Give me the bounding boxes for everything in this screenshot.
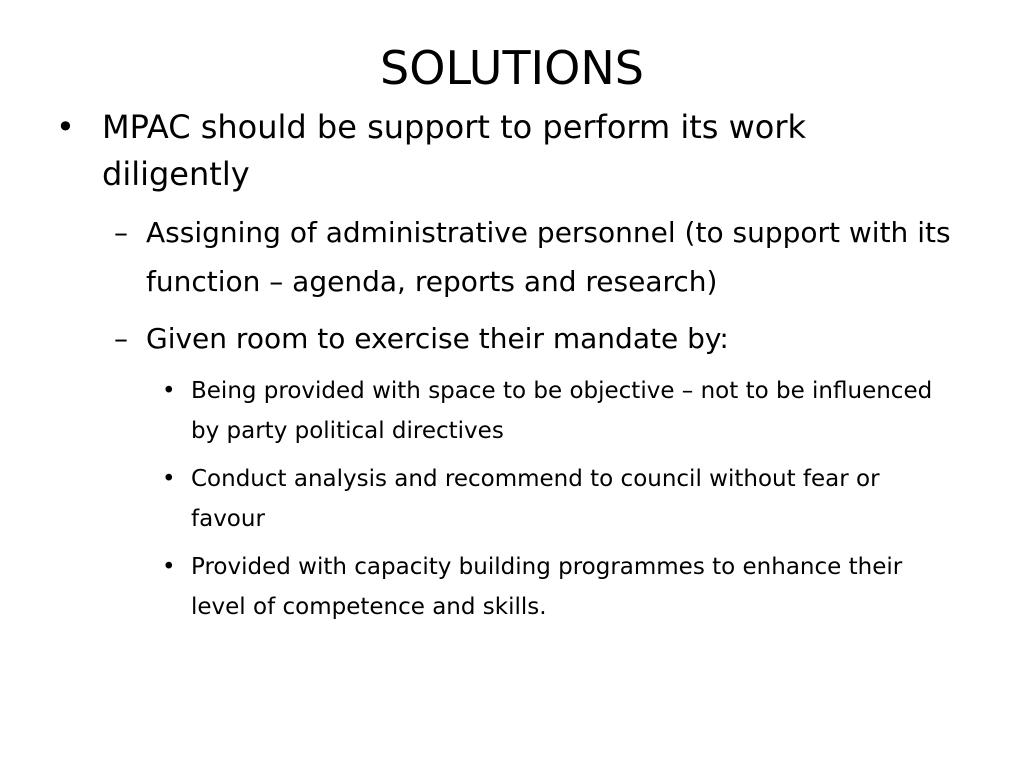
bullet-dot-icon: • [56,108,75,146]
list-item [56,459,956,539]
dash-bullet-icon: – [114,216,128,249]
list-item [56,547,956,627]
slide-body [56,104,956,627]
sub-bullet-mandate [56,314,956,363]
list-item [56,371,956,451]
list-item-text: Provided with capacity building programmes to enhance their level of competence and skills. [191,554,903,620]
dash-bullet-icon: – [114,322,128,355]
sub-bullet-administrative-personnel [56,208,956,306]
slide-title: SOLUTIONS [380,41,644,95]
sub-bullet-text: Assigning of administrative personnel (to support with its function – agenda, reports and research) [146,216,951,298]
bullet-dot-icon: • [162,378,176,404]
bullet-dot-icon: • [162,466,176,492]
list-item-text: Being provided with space to be objective – not to be influenced by party political directives [191,378,933,444]
list-item-text: Conduct analysis and recommend to council without fear or favour [191,466,880,532]
bullet-main-text: MPAC should be support to perform its work diligently [102,108,807,193]
bullet-main [56,104,956,198]
sub-bullet-text: Given room to exercise their mandate by: [146,322,729,355]
bullet-dot-icon: • [162,554,176,580]
